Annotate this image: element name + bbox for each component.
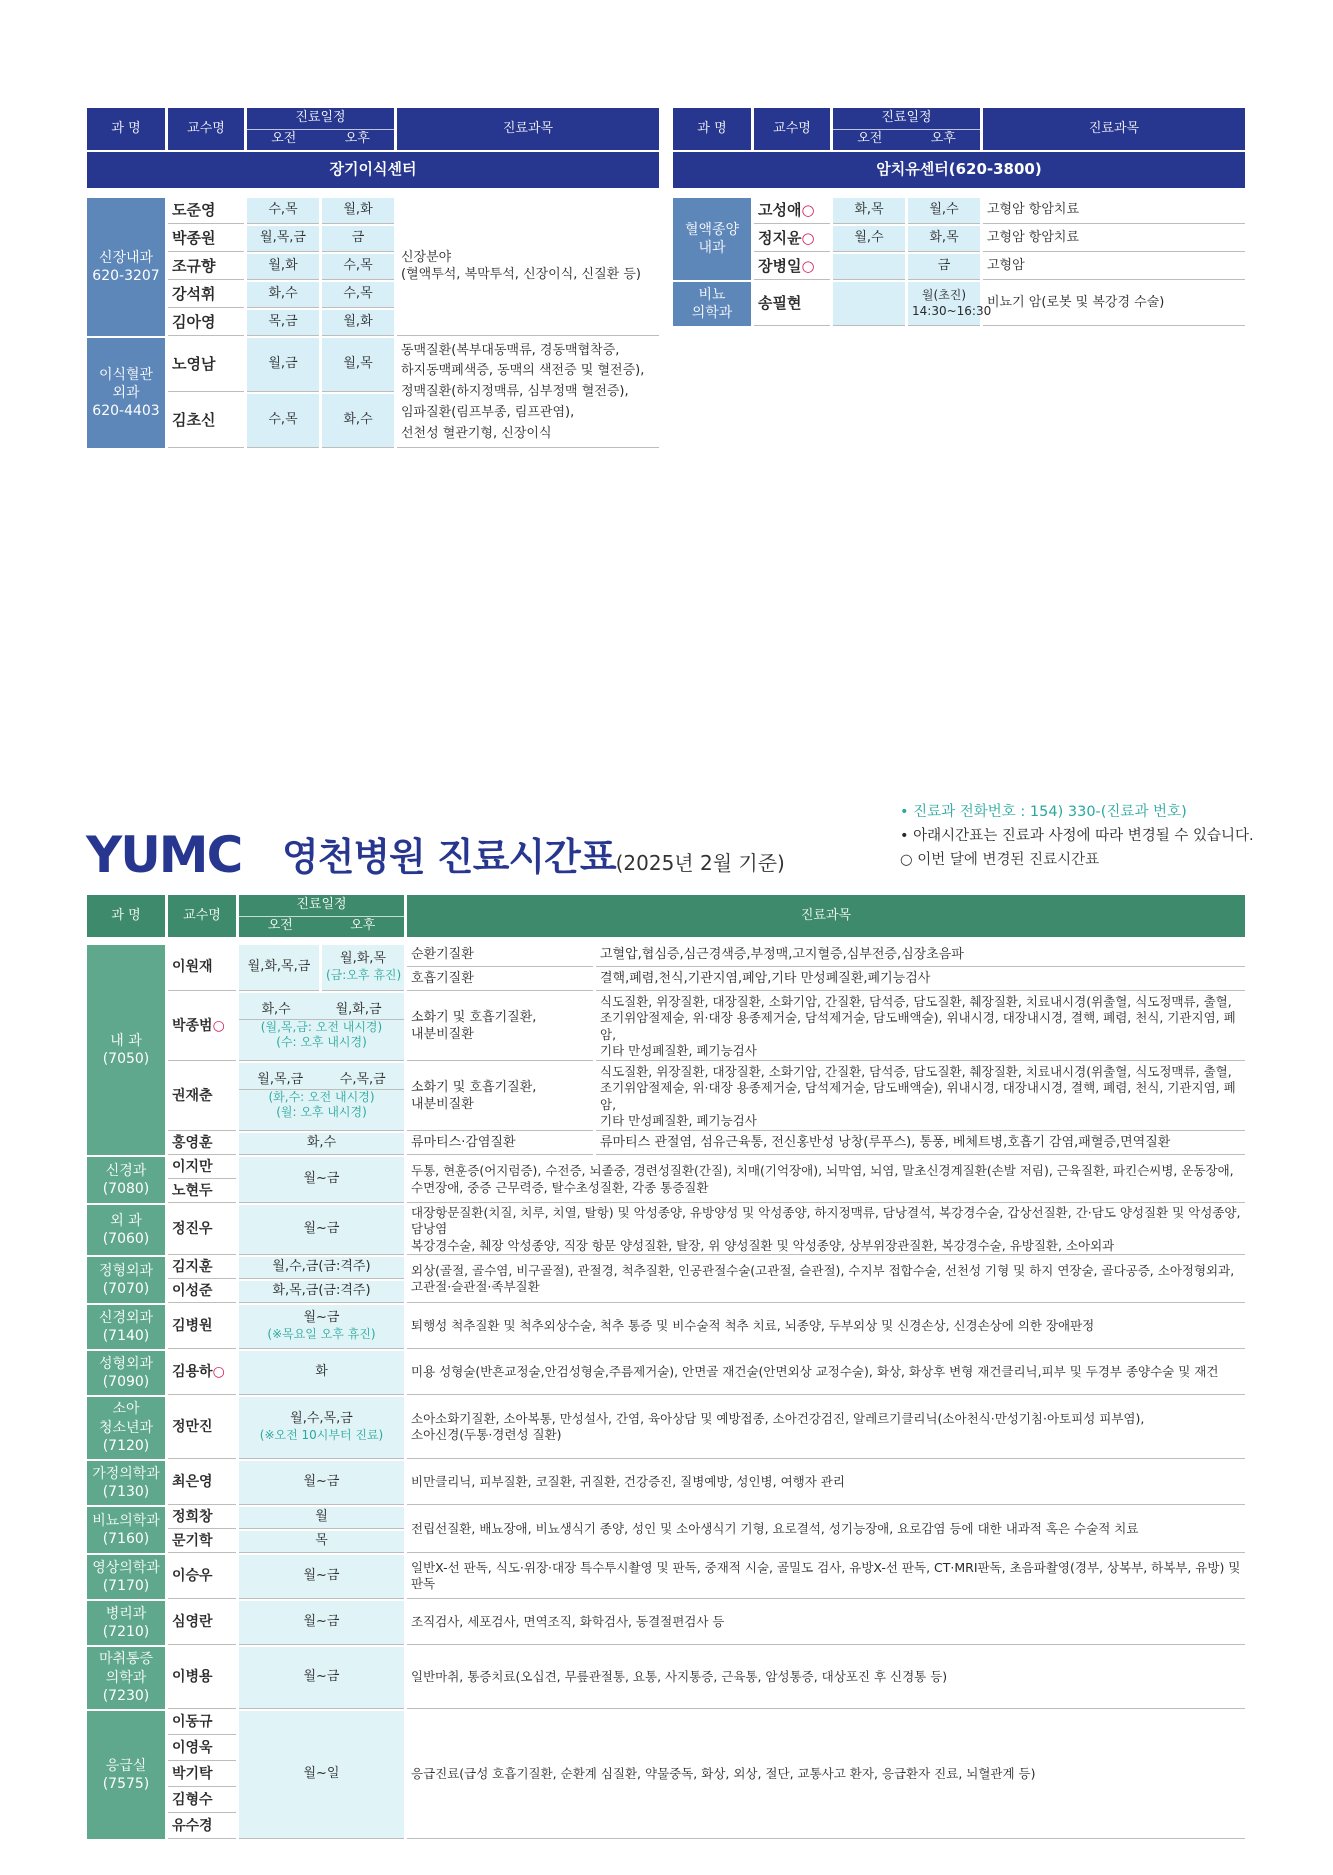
schedule-am: 화,목 — [833, 198, 905, 224]
subject-category: 순환기질환 — [407, 945, 593, 967]
schedule-pm: 월,화 — [322, 198, 394, 224]
doctor-name: 장병일○ — [754, 254, 830, 280]
header-schedule: 진료일정 오전 오후 — [239, 895, 404, 937]
notes-box — [900, 800, 1254, 872]
center-title: 장기이식센터 — [87, 152, 659, 188]
schedule-am: 수,목 — [247, 198, 319, 224]
dept-cell: 비뇨의학과 (7160) — [87, 1507, 165, 1553]
schedule-cell: 월,수,금(금:격주) — [239, 1257, 404, 1279]
doctor-name: 도준영 — [168, 198, 244, 224]
header-prof: 교수명 — [754, 108, 830, 150]
doctor-name: 김초신 — [168, 394, 244, 448]
doctor-name: 박기탁 — [168, 1763, 236, 1787]
schedule-table — [84, 893, 1248, 1841]
dept-cell: 소아 청소년과 (7120) — [87, 1397, 165, 1459]
header-subject: 진료과목 — [407, 895, 1245, 937]
schedule-pm: 수,목 — [322, 254, 394, 280]
subject-detail: 대장항문질환(치질, 치루, 치열, 탈항) 및 악성종양, 유방양성 및 악성종양, 하지정맥류, 담낭결석, 복강경수술, 갑상선질환, 간·담도 양성질환 및 악성종양, 담낭염 복강경수술, 췌장 악성종양, 직장 항문 양성질환, 탈장, 위 양성질환 및 악성종양, 상부위장관질환, 복강경수술, 유방질환, 소아외과 — [407, 1205, 1245, 1255]
doctor-name: 이승우 — [168, 1555, 236, 1599]
schedule-am: 월,목,금 — [247, 226, 319, 252]
subject-detail: 외상(골절, 골수염, 비구골절), 관절경, 척추질환, 인공관절수술(고관절, 슬관절), 수지부 접합수술, 선천성 기형 및 하지 연장술, 골다공증, 소아정형외과, 고관절·슬관절·족부질환 — [407, 1257, 1245, 1303]
doctor-name: 김용하○ — [168, 1351, 236, 1395]
subject-detail: 두통, 현훈증(어지럼증), 수전증, 뇌졸중, 경련성질환(간질), 치매(기억장애), 뇌막염, 뇌염, 말초신경계질환(손발 저림), 근육질환, 파킨슨씨병, 운동장애, 수면장애, 중증 근무력증, 탈수초성질환, 각종 통증질환 — [407, 1157, 1245, 1203]
doctor-name: 김아영 — [168, 310, 244, 336]
schedule-cell: 월~금 — [239, 1205, 404, 1255]
subject-text: 신장분야 (혈액투석, 복막투석, 신장이식, 신질환 등) — [397, 198, 659, 336]
schedule-cell: 화,목,금(금:격주) — [239, 1281, 404, 1303]
schedule-am: 목,금 — [247, 310, 319, 336]
schedule-am: 월,화,목,금 — [239, 945, 319, 991]
doctor-name: 정지윤○ — [754, 226, 830, 252]
schedule-am: 월,수 — [833, 226, 905, 252]
transplant-center-table — [84, 106, 662, 450]
subject-text: 고형암 항암치료 — [983, 226, 1245, 252]
dept-urology: 비뇨 의학과 — [673, 282, 751, 326]
doctor-name: 정진우 — [168, 1205, 236, 1255]
subject-text: 비뇨기 암(로봇 및 복강경 수술) — [983, 282, 1245, 326]
subject-detail: 결핵,폐렴,천식,기관지염,폐암,기타 만성폐질환,폐기능검사 — [596, 969, 1245, 991]
subject-detail: 퇴행성 척추질환 및 척추외상수술, 척추 통증 및 비수술적 척추 치료, 뇌종양, 두부외상 및 신경손상, 신경손상에 의한 장애판정 — [407, 1305, 1245, 1349]
schedule-cell: 월,수,목,금 (※오전 10시부터 진료) — [239, 1397, 404, 1459]
doctor-name: 홍영훈 — [168, 1133, 236, 1155]
schedule-cell: 월~금 — [239, 1157, 404, 1203]
subject-detail: 고혈압,협심증,심근경색증,부정맥,고지혈증,심부전증,심장초음파 — [596, 945, 1245, 967]
doctor-name: 박종원 — [168, 226, 244, 252]
subject-detail: 식도질환, 위장질환, 대장질환, 소화기암, 간질환, 담석증, 담도질환, 췌장질환, 치료내시경(위출혈, 식도정맥류, 출혈, 조기위암절제술, 위·대장 용종제거술, 담석제거술, 담도배액술), 위내시경, 대장내시경, 결핵, 폐렴, 천식, 기관지염, 폐암, 기타 만성폐질환, 폐기능검사 — [596, 993, 1245, 1061]
schedule-cell: 월~금 — [239, 1647, 404, 1709]
subject-detail: 소아소화기질환, 소아복통, 만성설사, 간염, 육아상담 및 예방접종, 소아건강검진, 알레르기클리닉(소아천식·만성기침·아토피성 피부염), 소아신경(두통·경련성 질환) — [407, 1397, 1245, 1459]
schedule-cell: 월~금 — [239, 1601, 404, 1645]
schedule-pm: 월,수 — [908, 198, 980, 224]
schedule-am: 월,금 — [247, 338, 319, 392]
doctor-name: 박종범○ — [168, 993, 236, 1061]
doctor-name: 이원재 — [168, 945, 236, 991]
dept-cell: 영상의학과 (7170) — [87, 1555, 165, 1599]
header-dept: 과 명 — [673, 108, 751, 150]
doctor-name: 노현두 — [168, 1181, 236, 1203]
dept-cell: 신경외과 (7140) — [87, 1305, 165, 1349]
header-subject: 진료과목 — [983, 108, 1245, 150]
doctor-name: 문기학 — [168, 1531, 236, 1553]
schedule-pm: 월,화,목 (금:오후 휴진) — [322, 945, 404, 991]
subject-detail: 일반X-선 판독, 식도·위장·대장 특수투시촬영 및 판독, 중재적 시술, 골밀도 검사, 유방X-선 판독, CT·MRI판독, 초음파촬영(경부, 상복부, 하복부, 유방) 및 판독 — [407, 1555, 1245, 1599]
schedule-am: 화,수 — [247, 282, 319, 308]
subject-text: 고형암 — [983, 254, 1245, 280]
doctor-name: 김병원 — [168, 1305, 236, 1349]
subject-category: 류마티스·감염질환 — [407, 1133, 593, 1155]
schedule-pm: 금 — [322, 226, 394, 252]
schedule-pm: 월,화 — [322, 310, 394, 336]
header-dept: 과 명 — [87, 895, 165, 937]
schedule-cell: 월~일 — [239, 1711, 404, 1839]
dept-nephrology: 신장내과 620-3207 — [87, 198, 165, 336]
doctor-name: 노영남 — [168, 338, 244, 392]
page-title: 영천병원 진료시간표(2025년 2월 기준) — [282, 835, 785, 879]
schedule-pm: 월,목 — [322, 338, 394, 392]
dept-cell: 신경과 (7080) — [87, 1157, 165, 1203]
dept-cell: 정형외과 (7070) — [87, 1257, 165, 1303]
schedule-cell: 월~금 — [239, 1461, 404, 1505]
dept-internal-medicine: 내 과 (7050) — [87, 945, 165, 1155]
header-prof: 교수명 — [168, 108, 244, 150]
schedule-am: 월,화 — [247, 254, 319, 280]
subject-detail: 류마티스 관절염, 섬유근육통, 전신홍반성 낭창(루푸스), 통풍, 베체트병,호흡기 감염,패혈증,면역질환 — [596, 1133, 1245, 1155]
schedule-pm: 화,목 — [908, 226, 980, 252]
doctor-name: 이동규 — [168, 1711, 236, 1735]
doctor-name: 정희창 — [168, 1507, 236, 1529]
subject-detail: 미용 성형술(반흔교정술,안검성형술,주름제거술), 안면골 재건술(안면외상 교정수술), 화상, 화상후 변형 재건클리닉,피부 및 두경부 종양수술 및 재건 — [407, 1351, 1245, 1395]
doctor-name: 김형수 — [168, 1789, 236, 1813]
dept-hematology-oncology: 혈액종양 내과 — [673, 198, 751, 280]
doctor-name: 강석휘 — [168, 282, 244, 308]
schedule-pm: 화,수 — [322, 394, 394, 448]
yumc-logo: YUMC — [86, 826, 242, 884]
dept-cell: 응급실 (7575) — [87, 1711, 165, 1839]
note-change: • 아래시간표는 진료과 사정에 따라 변경될 수 있습니다. — [900, 828, 1254, 844]
schedule-cell: 월~금 — [239, 1555, 404, 1599]
doctor-name: 이성준 — [168, 1281, 236, 1303]
doctor-name: 이병용 — [168, 1647, 236, 1709]
note-legend: ○ 이번 달에 변경된 진료시간표 — [900, 852, 1100, 868]
center-title: 암치유센터(620-3800) — [673, 152, 1245, 188]
note-phone: • 진료과 전화번호 : 154) 330-(진료과 번호) — [900, 804, 1187, 820]
schedule-pm: 수,목 — [322, 282, 394, 308]
subject-detail: 전립선질환, 배뇨장애, 비뇨생식기 종양, 성인 및 소아생식기 기형, 요로결석, 성기능장애, 요로감염 등에 대한 내과적 혹은 수술적 치료 — [407, 1507, 1245, 1553]
schedule-cell: 월~금 (※목요일 오후 휴진) — [239, 1305, 404, 1349]
schedule-pm: 월(초진) 14:30~16:30 — [908, 282, 980, 326]
doctor-name: 송필현 — [754, 282, 830, 326]
header-prof: 교수명 — [168, 895, 236, 937]
schedule-cell: 화 — [239, 1351, 404, 1395]
subject-detail: 조직검사, 세포검사, 면역조직, 화학검사, 동결절편검사 등 — [407, 1601, 1245, 1645]
schedule-am: 수,목 — [247, 394, 319, 448]
schedule-am — [833, 282, 905, 326]
schedule-cell: 화,수 월,화,금 (월,목,금: 오전 내시경) (수: 오후 내시경) — [239, 993, 404, 1061]
doctor-name: 권재춘 — [168, 1063, 236, 1131]
doctor-name: 고성애○ — [754, 198, 830, 224]
dept-cell: 가정의학과 (7130) — [87, 1461, 165, 1505]
subject-detail: 식도질환, 위장질환, 대장질환, 소화기암, 간질환, 담석증, 담도질환, 췌장질환, 치료내시경(위출혈, 식도정맥류, 출혈, 조기위암절제술, 위·대장 용종제거술, 담석제거술, 담도배액술), 위내시경, 대장내시경, 결핵, 폐렴, 천식, 기관지염, 폐암, 기타 만성폐질환, 폐기능검사 — [596, 1063, 1245, 1131]
doctor-name: 심영란 — [168, 1601, 236, 1645]
schedule-cell: 목 — [239, 1531, 404, 1553]
doctor-name: 조규향 — [168, 254, 244, 280]
dept-cell: 마취통증 의학과 (7230) — [87, 1647, 165, 1709]
doctor-name: 이영욱 — [168, 1737, 236, 1761]
header-dept: 과 명 — [87, 108, 165, 150]
header-schedule: 진료일정 오전 오후 — [833, 108, 980, 150]
cancer-center-table — [670, 106, 1248, 328]
subject-text: 동맥질환(복부대동맥류, 경동맥협착증, 하지동맥폐색증, 동맥의 색전증 및 혈전증), 정맥질환(하지정맥류, 심부정맥 혈전증), 임파질환(림프부종, 림프관염), 선천성 혈관기형, 신장이식 — [397, 338, 659, 448]
subject-category: 소화기 및 호흡기질환, 내분비질환 — [407, 993, 593, 1061]
header-schedule: 진료일정 오전 오후 — [247, 108, 394, 150]
subject-text: 고형암 항암치료 — [983, 198, 1245, 224]
subject-category: 소화기 및 호흡기질환, 내분비질환 — [407, 1063, 593, 1131]
schedule-am — [833, 254, 905, 280]
dept-transplant-vascular: 이식혈관 외과 620-4403 — [87, 338, 165, 448]
subject-detail: 응급진료(급성 호흡기질환, 순환계 심질환, 약물중독, 화상, 외상, 절단, 교통사고 환자, 응급환자 진료, 뇌혈관계 등) — [407, 1711, 1245, 1839]
subject-category: 호흡기질환 — [407, 969, 593, 991]
schedule-cell: 월 — [239, 1507, 404, 1529]
schedule-cell: 화,수 — [239, 1133, 404, 1155]
doctor-name: 유수경 — [168, 1815, 236, 1839]
dept-cell: 성형외과 (7090) — [87, 1351, 165, 1395]
dept-cell: 외 과 (7060) — [87, 1205, 165, 1255]
schedule-cell: 월,목,금 수,목,금 (화,수: 오전 내시경) (월: 오후 내시경) — [239, 1063, 404, 1131]
doctor-name: 최은영 — [168, 1461, 236, 1505]
doctor-name: 이지만 — [168, 1157, 236, 1179]
doctor-name: 김지훈 — [168, 1257, 236, 1279]
dept-cell: 병리과 (7210) — [87, 1601, 165, 1645]
subject-detail: 일반마취, 통증치료(오십견, 무릎관절통, 요통, 사지통증, 근육통, 암성통증, 대상포진 후 신경통 등) — [407, 1647, 1245, 1709]
schedule-pm: 금 — [908, 254, 980, 280]
subject-detail: 비만클리닉, 피부질환, 코질환, 귀질환, 건강증진, 질병예방, 성인병, 여행자 관리 — [407, 1461, 1245, 1505]
header-subject: 진료과목 — [397, 108, 659, 150]
doctor-name: 정만진 — [168, 1397, 236, 1459]
